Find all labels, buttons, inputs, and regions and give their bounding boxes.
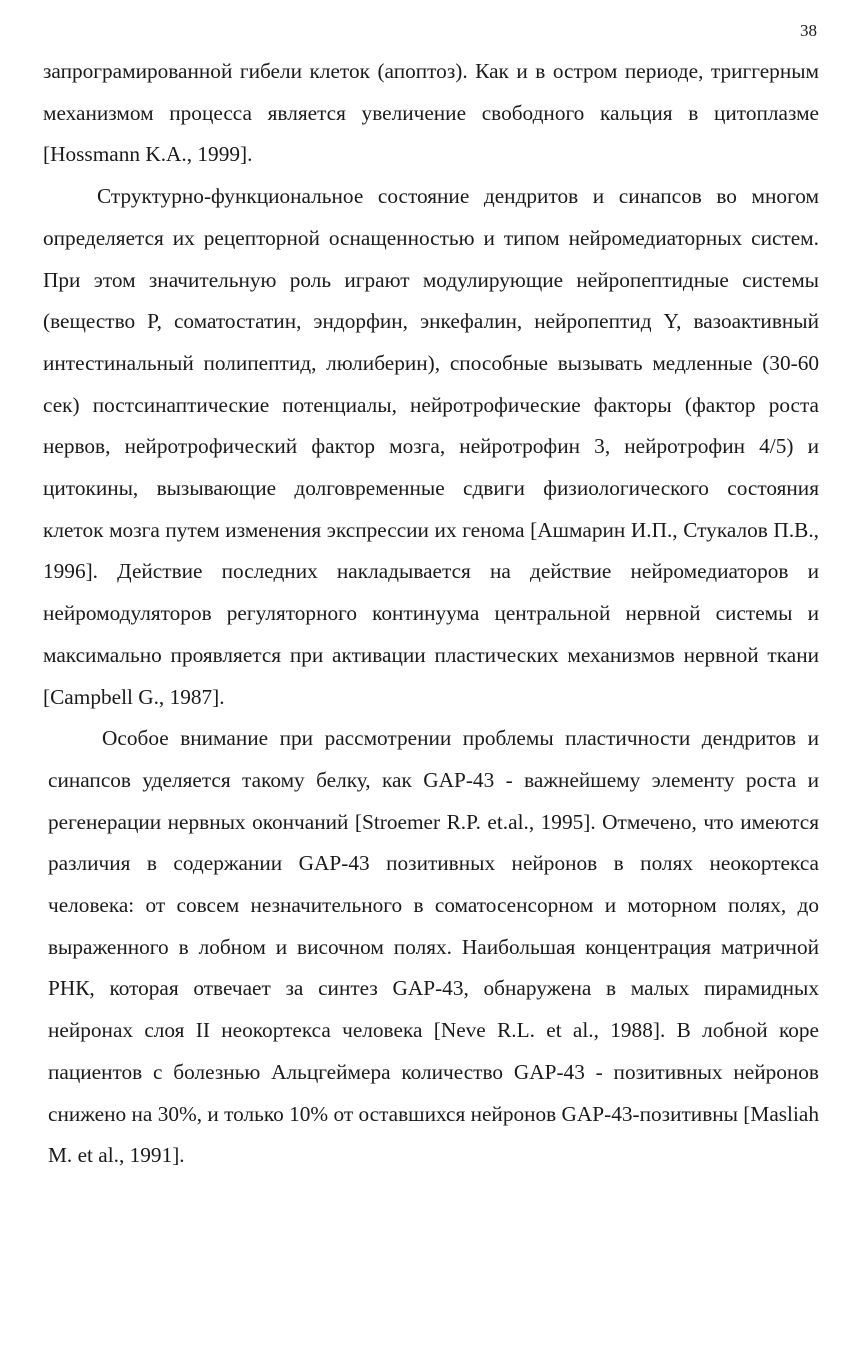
paragraph-gap43: Особое внимание при рассмотрении проблемы пластичности дендритов и синапсов уделяется такому белку, как GAP-43 - важнейшему элементу роста и регенерации нервных окончаний [Stroemer R.P. et.al., 1995]. Отмечено, что имеются различия в содержании GAP-43 позитивных нейронов в полях неокортекса человека: от совсем незначительного в соматосенсорном и моторном полях, до выраженного в лобном и височном полях. Наибольшая концентрация матричной РНК, которая отвечает за синтез GAP-43, обнаружена в малых пирамидных нейронах слоя II неокортекса человека [Neve R.L. et al., 1988]. В лобной коре пациентов с болезнью Альцгеймера количество GAP-43 - позитивных нейронов снижено на 30%, и только 10% от оставшихся нейронов GAP-43-позитивны [Masliah M. et al., 1991]. (48, 726, 819, 1168)
paragraph-dendrites-synapses: Структурно-функциональное состояние дендритов и синапсов во многом определяется их рецепторной оснащенностью и типом нейромедиаторных систем. При этом значительную роль играют модулирующие нейропептидные системы (вещество P, соматостатин, эндорфин, энкефалин, нейропептид Y, вазоактивный интестинальный полипептид, люлиберин), способные вызывать медленные (30-60 сек) постсинаптические потенциалы, нейротрофические факторы (фактор роста нервов, нейротрофический фактор мозга, нейротрофин 3, нейротрофин 4/5) и цитокины, вызывающие долговременные сдвиги физиологического состояния клеток мозга путем изменения экспрессии их генома [Ашмарин И.П., Стукалов П.В., 1996]. Действие последних накладывается на действие нейромедиаторов и нейромодуляторов регуляторного континуума центральной нервной системы и максимально проявляется при активации пластических механизмов нервной ткани [Campbell G., 1987]. (43, 184, 819, 709)
paragraph-apoptosis-continuation: запрограмированной гибели клеток (апоптоз). Как и в остром периоде, триггерным механизмом процесса является увеличение свободного кальция в цитоплазме [Hossmann K.A., 1999]. (43, 59, 819, 167)
page-number: 38 (800, 21, 817, 40)
text-body (43, 51, 819, 1177)
